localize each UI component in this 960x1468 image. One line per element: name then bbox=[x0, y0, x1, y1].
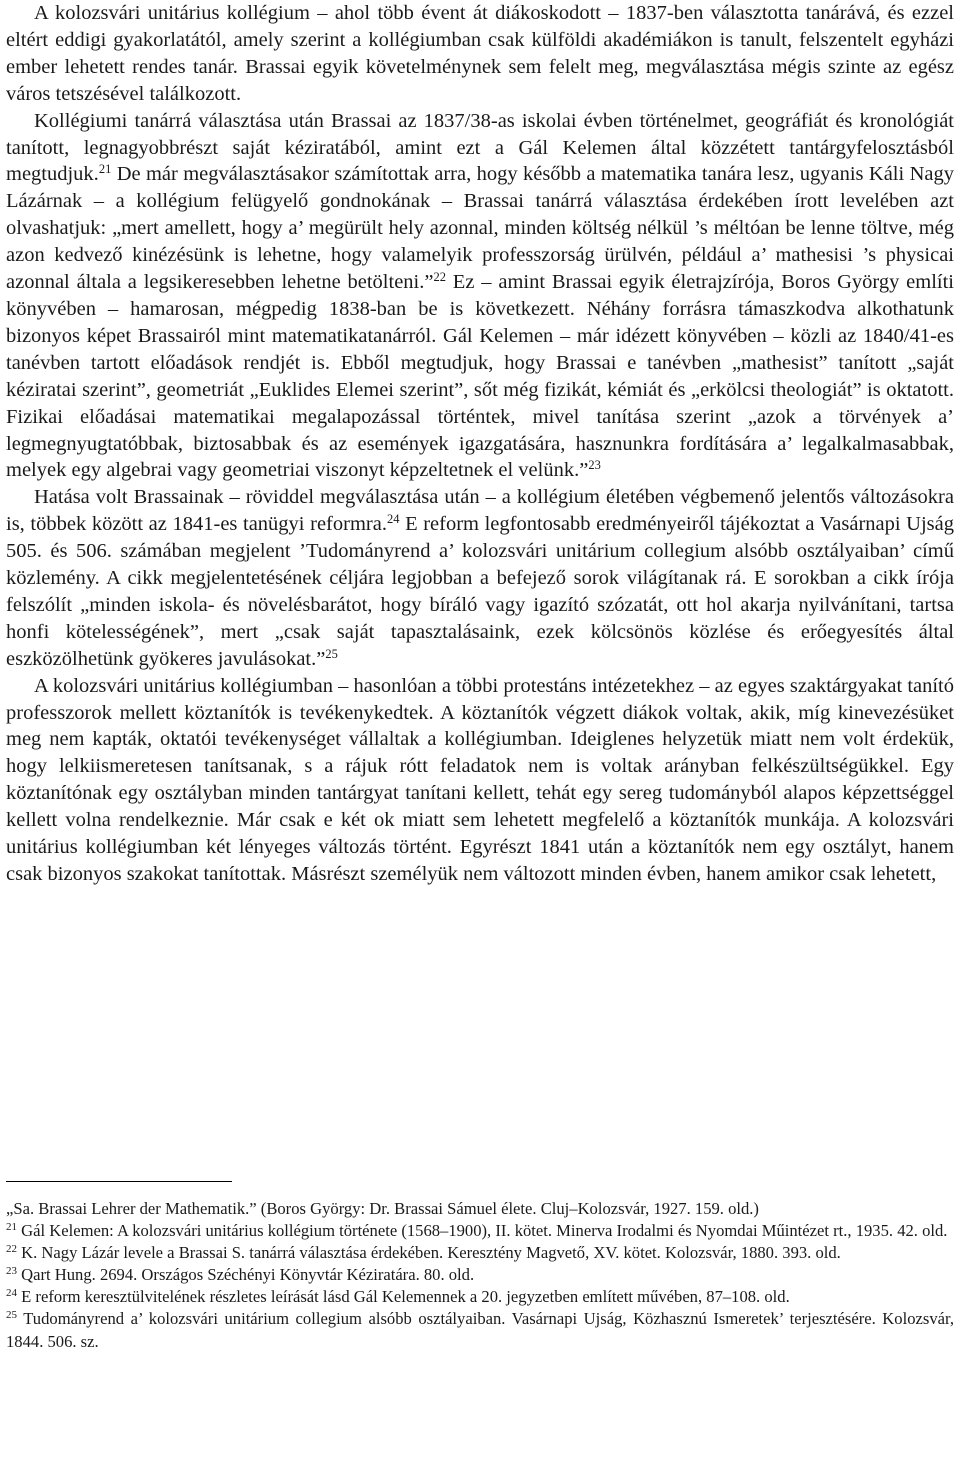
footnote-reference: 24 bbox=[386, 512, 400, 527]
footnote-number: 23 bbox=[6, 1265, 17, 1278]
paragraph-text: Ez – amint Brassai egyik életrajzírója, Boros György említi könyvében – hamarosan, mégpedig 1838-ban be is következett. Néhány forrásra támaszkodva alkothatunk bizonyos képet Brassairól mint matematikatanárról. Gál Kelemen – már idézett könyvében – közli az 1840/41-es tanévben tartott előadások rendjét is. Ebből megtudjuk, hogy Brassai e tanévben „mathesist” tanított „saját kéziratai szerint”, geometriát „Euklides Elemei szerint”, sőt még fizikát, kémiát és „erkölcsi theologiát” is oktatott. Fizikai előadásai matematikai megalapozással történtek, mivel tanítása szerint „azok a törvények a’ legmegnyugtatóbbak, biztosabbak és az események igazgatására, hasznunkra fordítására a’ legalkalmasabbak, melyek egy algebrai vagy geometriai viszonyt képzeltetnek el velünk.” bbox=[6, 271, 954, 482]
footnote bbox=[6, 1264, 954, 1286]
paragraph-text: E reform legfontosabb eredményeiről tájékoztat a Vasárnapi Ujság 505. és 506. számában megjelent ’Tudományrend a’ kolozsvári unitárium collegium alsóbb osztályaiban’ című közlemény. A cikk megjelentetésének céljára legjobban a befejező sorok világítanak rá. E sorokban a cikk írója felszólít „minden iskola- és növelésbarátot, hogy bíráló vagy igazító szózatát, ott hol akarja nyilvánítani, tartsa honfi kötelességének”, mert „csak saját tapasztalásaink, ezek kölcsönös közlése és erőegyesítés által eszközölhetünk gyökeres javulásokat.” bbox=[6, 513, 955, 670]
footnote bbox=[6, 1220, 954, 1242]
footnote-text: „Sa. Brassai Lehrer der Mathematik.” (Boros György: Dr. Brassai Sámuel élete. Cluj–Kolozsvár, 1927. 159. old.) bbox=[6, 1199, 759, 1218]
footnote-text: Gál Kelemen: A kolozsvári unitárius kollégium története (1568–1900), II. kötet. Minerva Irodalmi és Nyomdai Műintézet rt., 1935. 42. old. bbox=[17, 1221, 948, 1241]
footnote-number: 21 bbox=[6, 1221, 17, 1234]
paragraph-text: A kolozsvári unitárius kollégiumban – hasonlóan a többi protestáns intézetekhez – az egyes szaktárgyakat tanító professzorok mellett köztanítók is tevékenykedtek. A köztanítók végzett diákok voltak, akik, míg kinevezésüket meg nem kapták, oktatói tevékenységet vállaltak a kollégiumban. Ideiglenes helyzetük miatt nem volt érdekük, hogy lelkiismeretesen tanítsanak, s a rájuk rótt feladatok nem is voltak arányban felkészültségükkel. Egy köztanítónak egy osztályban minden tantárgyat tanítani kellett, tehát egy sereg tudományból alapos képzettséggel kellett volna rendelkeznie. Már csak e két ok miatt sem lehetett megfelelő a köztanítók munkája. A kolozsvári unitárius kollégiumban két lényeges változás történt. Egyrészt 1841 után a köztanítók nem egy osztályt, hanem csak bizonyos szakokat tanítottak. Másrészt személyük nem változott minden évben, hanem amikor csak lehetett, bbox=[6, 674, 954, 885]
paragraph bbox=[6, 108, 954, 485]
footnote-reference: 21 bbox=[98, 162, 112, 177]
paragraph bbox=[6, 0, 954, 108]
footnote-separator bbox=[6, 1181, 232, 1182]
footnote-text: Tudományrend a’ kolozsvári unitárium collegium alsóbb osztályaiban. Vasárnapi Ujság, Közhasznú Ismeretek’ terjesztésére. Kolozsvár, 1844. 506. sz. bbox=[6, 1309, 954, 1351]
footnote-text: K. Nagy Lázár levele a Brassai S. tanárrá választása érdekében. Keresztény Magvető, XV. kötet. Kolozsvár, 1880. 393. old. bbox=[17, 1243, 841, 1263]
footnote-text: E reform keresztülvitelének részletes leírását lásd Gál Kelemennek a 20. jegyzetben említett művében, 87–108. old. bbox=[17, 1287, 790, 1307]
footnote-number: 24 bbox=[6, 1287, 17, 1300]
footnote-number: 25 bbox=[6, 1309, 17, 1322]
footnote bbox=[6, 1198, 954, 1220]
footnote bbox=[6, 1308, 954, 1352]
footnote-reference: 22 bbox=[433, 270, 446, 285]
footnote-text: Qart Hung. 2694. Országos Széchényi Könyvtár Kéziratára. 80. old. bbox=[17, 1265, 475, 1285]
footnote-reference: 25 bbox=[325, 646, 338, 661]
paragraph-text: De már megválasztásakor számítottak arra, hogy később a matematika tanára lesz, ugyanis Káli Nagy Lázárnak – a kollégium felügyelő gondnokának – Brassai tanárrá választása érdekében írott levelében azt olvashatjuk: „mert amellett, hogy a’ megürült hely azonnal, minden költség nélkül ’s méltóan be lenne töltve, még azon kedvező kinézésünk is lehetne, hogy valamelyik professzorság ürülvén, például a’ mathesisi ’s physicai azonnal általa a legsikeresebben lehetne betölteni.” bbox=[6, 163, 954, 294]
footnote bbox=[6, 1286, 954, 1308]
paragraph-text: Hatása volt Brassainak – röviddel megválasztása után – a kollégium életében végbemenő jelentős változásokra is, többek között az 1841-es tanügyi reformra. bbox=[6, 486, 954, 536]
footnote bbox=[6, 1242, 954, 1264]
paragraph bbox=[6, 673, 954, 888]
paragraph-text: A kolozsvári unitárius kollégium – ahol több évent át diákoskodott – 1837-ben választotta tanárává, és ezzel eltért eddigi gyakorlatától, amely szerint a kollégiumban csak külföldi akadémiákon is tanult, felszentelt egyházi ember lehetett rendes tanár. Brassai egyik követelménynek sem felelt meg, megválasztása mégis szinte az egész város tetszésével találkozott. bbox=[6, 2, 954, 105]
footnote-reference: 23 bbox=[588, 458, 601, 473]
body-text bbox=[6, 0, 954, 888]
footnote-number: 22 bbox=[6, 1243, 17, 1256]
paragraph-text: Kollégiumi tanárrá választása után Brassai az 1837/38-as iskolai évben történelmet, geográfiát és kronológiát tanított, legnagyobbrészt saját kéziratából, amint ezt a Gál Kelemen által közzétett tantárgyfelosztásból megtudjuk. bbox=[6, 109, 954, 186]
footnotes bbox=[6, 1198, 954, 1353]
paragraph bbox=[6, 484, 954, 672]
